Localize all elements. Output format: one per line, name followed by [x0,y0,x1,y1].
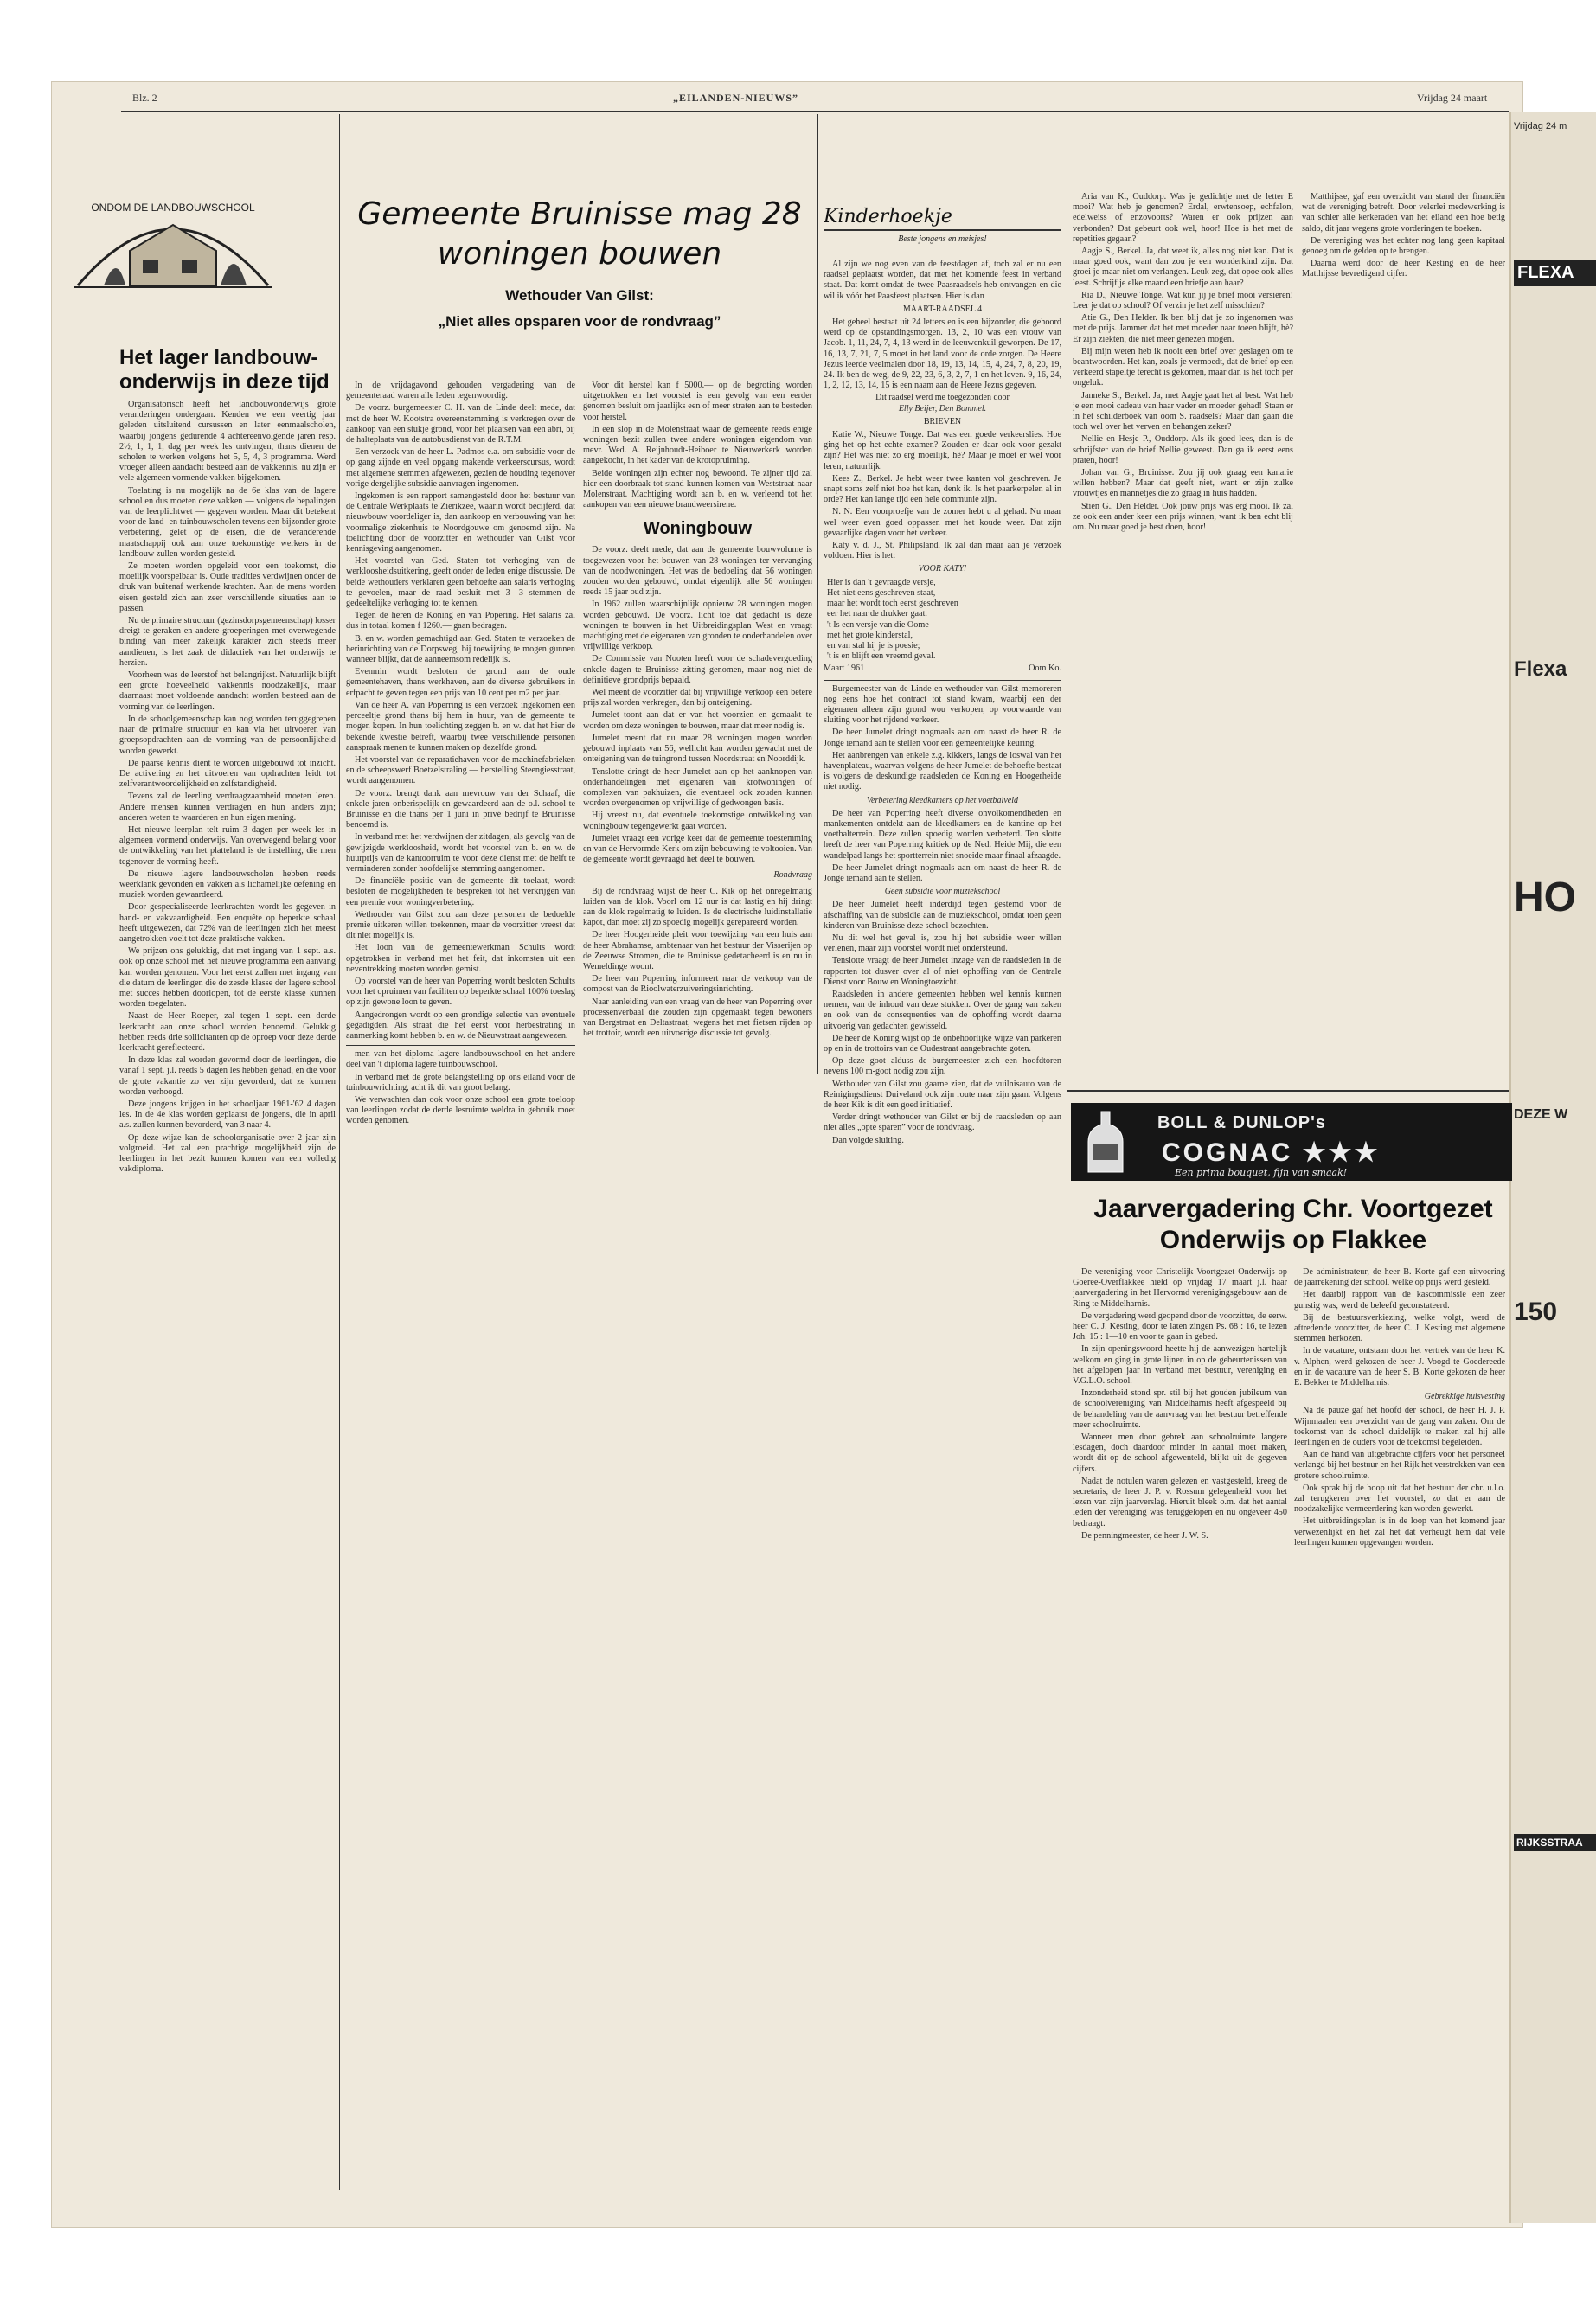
col1-headline-box [119,346,336,394]
paragraph: Nu dit wel het geval is, zou hij het subsidie weer willen verlenen, maar zijn voorstel wordt niet ondersteund. [824,933,1061,954]
paragraph: Het voorstel van de reparatiehaven voor de machinefabrieken en de scheepswerf Boetzelstraling — herstelling Steengiesstraat, wordt aangenomen. [346,754,575,786]
paragraph: De vergadering werd geopend door de voorzitter, de eerw. heer C. J. Kesting, door te laten zingen Ps. 68 : 16, te lezen Joh. 15 : 1—10 en voor te gaan in gebed. [1073,1311,1287,1343]
paragraph: Katie W., Nieuwe Tonge. Dat was een goede verkeerslies. Hoe ging het op het echte examen? Zouden er daar ook voor gezakt zijn? Het was niet zo erg moeilijk, hè? Maar je moet er wel voor leren, natuurlijk. [824,430,1061,471]
paragraph: Nu de primaire structuur (gezinsdorpsgemeenschap) losser dreigt te geraken en andere groeperingen met overwegende binding van meer zakelijk karakter zich steeds meer aandienen, is het zaak de didactiek van het onderwijs te herzien. [119,616,336,668]
raadsel-heading: MAART-RAADSEL 4 [902,304,983,314]
paragraph: Johan van G., Bruinisse. Zou jij ook graag een kanarie willen hebben? Maar dat geeft niet, want er zijn zulke vrouwtjes en mannetjes die zo graag in huis hadden. [1073,468,1293,499]
divider [346,1045,575,1046]
paragraph: Op deze wijze kan de schoolorganisatie over 2 jaar zijn volgroeid. Het zal een prachtige mogelijkheid zijn de leerlingen in het bezit kunnen komen van een volledig vakdiploma. [119,1132,336,1175]
logo-lettering: ONDOM DE LANDBOUWSCHOOL [91,202,255,214]
paragraph: De heer Jumelet dringt nogmaals aan om naast de heer R. de Jonge iemand aan te stellen. [824,862,1061,883]
paragraph: N. N. Een voorproefje van de zomer hebt u al gehad. Nu maar wel weer even goed oppassen met het koude weer. Dat zijn gevaarlijke dagen voor het verkeer. [824,507,1061,538]
paragraph: In zijn openingswoord heette hij de aanwezigen hartelijk welkom en ging in grote lijnen in op de gebeurtenissen van het afgelopen jaar in verband met bestuur, vereniging en V.G.L.O. school. [1073,1344,1287,1387]
paragraph: Tegen de heren de Koning en van Popering. Het salaris zal dus in totaal komen f 1260.— gaan bedragen. [346,611,575,631]
paragraph: De heer Jumelet dringt nogmaals aan om naast de heer R. de Jonge iemand aan te stellen voor een gemeentelijke keuring. [824,727,1061,748]
paragraph: Het nieuwe leerplan telt ruim 3 dagen per week les in algemeen vormend onderwijs. Van overwegend belang voor de ontwikkeling van het platteland is de instelling, die men tegenover de vorming heeft. [119,824,336,867]
woningbouw-heading: Woningbouw [643,519,753,539]
poem-title: VOOR KATY! [918,564,967,574]
paragraph: Bij de bestuursverkiezing, welke volgt, werd de aftredende voorzitter, de heer C. J. Kesting met algemene stemmen herkozen. [1294,1312,1505,1344]
strip-rijksstraat: RIJKSSTRAA [1514,1834,1596,1851]
col1-headline: Het lager landbouw-onderwijs in deze tijd [119,346,330,394]
strip-date: Vrijdag 24 m [1514,121,1567,131]
bruinisse-col-a [346,381,575,2189]
paragraph: Daarna werd door de heer Kesting en de heer Matthijsse bevredigend cijfer. [1302,259,1505,279]
paragraph: Van de heer A. van Poperring is een verzoek ingekomen een perceeltje grond thans bij hem in huur, van de gemeente te mogen kopen. In hun toelichting zeggen b. en w. dat het hier de bekende kwestie betreft, waarbij twee verschillende personen aanspraak menen te kunnen maken op dezelfde grond. [346,700,575,753]
paragraph: De Commissie van Nooten heeft voor de schadevergoeding enkele dagen te Bruinisse zitting genomen, maar nog niet de definitieve grondprijs bepaald. [583,654,812,685]
paragraph: Het daarbij rapport van de kascommissie een zeer gunstig was, werd de beleefd geconstateerd. [1294,1290,1505,1311]
paragraph: Het aanbrengen van enkele z.g. kikkers, langs de loswal van het havenplateau, waarvan volgens de heer Jumelet de behoefte bestaat is volgens de deskundige raadsleden de Koning en Hoogerheide niet nodig. [824,750,1061,792]
solution-by: Elly Beijer, Den Bommel. [898,403,987,413]
paragraph: De voorz. deelt mede, dat aan de gemeente bouwvolume is toegewezen voor het bouwen van 28 woningen ter vervanging van de noodwoningen. Het was de bedoeling dat 56 woningen zouden worden gebouwd, omdat eigenlijk alle 56 woningen reeds 15 jaar oud zijn. [583,545,812,598]
paragraph: Wel meent de voorzitter dat bij vrijwillige verkoop een betere prijs zal worden verkregen, dan bij onteigening. [583,688,812,708]
poem-line: Hier is dan 't gevraagde versje, [827,577,936,587]
paragraph: De penningmeester, de heer J. W. S. [1081,1530,1208,1541]
column-rule [817,114,818,1074]
paragraph: In een slop in de Molenstraat waar de gemeente reeds enige woningen bezit zullen twee andere woningen eigendom van mevr. Wed. A. Reijnhoudt-Heiboer te Nieuwerkerk worden aangekocht, in het kader van de krotopruiming. [583,424,812,466]
paragraph: Na de pauze gaf het hoofd der school, de heer H. J. P. Wijnmaalen een overzicht van de gang van zaken. Om de toekomst van de school duidelijk te maken zal hij alle leerlingen en de ouders voor de toekomst begeleiden. [1294,1406,1505,1448]
kinder-greeting: Beste jongens en meisjes! [898,234,987,244]
paragraph: De heer Hoogerheide pleit voor toewijzing van een huis aan de heer Abrahamse, ambtenaar van het bestuur der Visserijen op de Zeeuwse Stromen, die te Bruinisse gedetacheerd is en nu in Wemeldinge woont. [583,930,812,971]
paragraph: Al zijn we nog even van de feestdagen af, toch zal er nu een raadsel geplaatst worden, dat met het komende feest in verband staat. Dat komt omdat de twee Paasraadsels heb ontvangen en die wil ik vóór het Paasfeest plaatsen. Hier is dan [824,260,1061,301]
page-number: Blz. 2 [132,92,157,104]
paragraph: Naast de Heer Roeper, zal tegen 1 sept. een derde leerkracht aan onze school worden benoemd. Gelukkig hebben reeds drie sollicitanten op de oproep voor deze derde leerkracht gereflecteerd. [119,1011,336,1053]
paragraph: De financiële positie van de gemeente dit toelaat, wordt besloten de mogelijkheden te bespreken tot het verkrijgen van een premie voor woningverbetering. [346,876,575,907]
paragraph: In de vrijdagavond gehouden vergadering van de gemeenteraad waren alle leden tegenwoordig. [346,381,575,401]
paragraph: In 1962 zullen waarschijnlijk opnieuw 28 woningen mogen worden gebouwd. De voorz. licht toe dat gedacht is deze woningen te bouwen in het Uitbreidingsplan West en vraagt machtiging met de eigenaren van gronden te onderhandelen over vrijwillige verkoop. [583,599,812,652]
paragraph: Ook sprak hij de hoop uit dat het bestuur der chr. u.l.o. zal terugkeren over het voorstel, zo dat er aan de noodzakelijke vermeerdering kan worden gewerkt. [1294,1483,1505,1515]
cognac-ad [1071,1103,1512,1181]
paragraph: Aria van K., Ouddorp. Was je gedichtje met de letter E mooi? Wat heb je genomen? Erdal, erwtensoep, echfalon, edelweiss of enzovoorts? Waren er ook prijzen aan verbonden? Dat gebeurt ook wel, hoor! Hoe is het met de repetities gegaan? [1073,192,1293,244]
ad-product: COGNAC ★★★ [1162,1138,1381,1167]
paragraph: B. en w. worden gemachtigd aan Ged. Staten te verzoeken de herinrichting van de Dorpsweg, bij toewijzing te mogen gunnen wanneer blijkt, dat de aanneemsom redelijk is. [346,633,575,665]
paragraph: Verder dringt wethouder van Gilst er bij de raadsleden op aan niet alles „opte sparen” voor de rondvraag. [824,1112,1061,1133]
paragraph: De vereniging was het echter nog lang geen kapitaal genoeg om de gelden op te brengen. [1302,235,1505,257]
paragraph: Stien G., Den Helder. Ook jouw prijs was erg mooi. Ik zal ze ook een ander keer een prijs winnen, want ik ben echt blij om. Nu maar goed je best doen, hoor! [1073,501,1293,533]
issue-date: Vrijdag 24 maart [1417,92,1488,104]
paragraph: Inzonderheid stond spr. stil bij het gouden jubileum van de schoolvereniging van Middelharnis heeft afgespeeld bij de behandeling van de aanvraag van het bestuur betreffende meer schoolruimte. [1073,1388,1287,1430]
poem-line: 't is en blijft een vreemd geval. [827,651,936,662]
solution-note: Dit raadsel werd me toegezonden door [875,393,1010,403]
paragraph: Bij mijn weten heb ik nooit een brief over geslagen om te beantwoorden. Het kan, zoals je vermoedt, dat de brief op een verkeerd stapeltje terecht is gekomen, maar dan is het toch per ongeluk. [1073,346,1293,388]
paragraph: In verband met de grote belangstelling op ons eiland voor de tuinbouwrichting, acht ik dit van groot belang. [346,1072,575,1093]
paragraph: De administrateur, de heer B. Korte gaf een uitvoering de jaarrekening der school, welke op prijs werd gesteld. [1294,1267,1505,1288]
paragraph: De voorz. burgemeester C. H. van de Linde deelt mede, dat met de heer W. Kootstra overeenstemming is verkregen over de aankoop van een stukje grond, voor het plaatsen van een abri, bij de halteplaats van de autobusdienst van de R.T.M. [346,403,575,445]
paragraph: De heer de Koning wijst op de onbehoorlijke wijze van parkeren op en in de trottoirs van de Oudestraat aangebrachte goten. [824,1033,1061,1054]
jaarvergadering-col-a [1073,1267,1287,2189]
brieven-heading: BRIEVEN [923,416,962,426]
paragraph: Wethouder van Gilst zou aan deze personen de bedoelde premie uitkeren willen toekennen, maar de voorzitter vreest dat dit niet mogelijk is. [346,909,575,941]
kinderhoekje-body [824,260,1061,2189]
paragraph: Ze moeten worden opgeleid voor een toekomst, die moeilijk voorspelbaar is. Oude tradities verdwijnen onder de druk van buitenaf werkende krachten. Aan de mens worden eisen gesteld zich aan zeer verschillende situaties aan te passen. [119,561,336,613]
paragraph: De heer van Poperring heeft diverse onvolkomendheden en mankementen ontdekt aan de kleedkamers en de kantine op het voetbalterrein. Deze zullen spoedig worden verbeterd. Ten slotte heeft de heer van Poperring kritiek op de Ned. Heide Mij, die een wandelpad langs het sportterrein niet snoeide maar finaal afzaagde. [824,808,1061,861]
kinderhoekje-title: Kinderhoekje [824,206,952,228]
paragraph: We verwachten dan ook voor onze school een grote toeloop van leerlingen zodat de derde lesruimte weldra in gebruik moet worden genomen. [346,1095,575,1126]
paragraph: Organisatorisch heeft het landbouwonderwijs grote veranderingen ondergaan. Kenden we een veertig jaar geleden uitsluitend cursussen en later eenmaalscholen, waarbij jongens gedurende 4 achtereenvolgende jaren resp. 2½, 1, 1, 1, dag per week les ontvingen, thans dienen de scholen te werken volgens het 5, 5, 4, 3 programma. Werd vroeger alleen aandacht besteed aan de vakkennis, nu zijn er vele algemeen vormende vakken bijgekomen. [119,400,336,484]
paragraph: De heer van Poperring informeert naar de verkoop van de compost van de Rioolwaterzuiveringsinrichting. [583,974,812,995]
section-rule [1067,1090,1509,1092]
paragraph: Het voorstel van Ged. Staten tot verhoging van de werkloosheidsuitkering, geeft onder de leden enige discussie. De beide wethouders verklaren geen behoefte aan salaris verhoging te gevoelen, maar de raad besluit met 3—3 stemmen de gedeeltelijke verhoging tot te kennen. [346,556,575,609]
col4-letters [1073,192,1293,1087]
ad-slogan: Een prima bouquet, fijn van smaak! [1175,1167,1348,1178]
bruinisse-col-b [583,381,812,2189]
paragraph: Jumelet meent dat nu maar 28 woningen mogen worden gebouwd inplaats van 56, wellicht kan worden gewacht met de onteigening van de tuingrond tussen Noordstraat en Noorddijk. [583,733,812,765]
paragraph: Aangedrongen wordt op een grondige selectie van eventuele gegadigden. Als straat die het eerst voor herbestrating in aanmerking komt hebben b. en w. de Nieuwstraat aangewezen. [346,1009,575,1041]
rondvraag-heading: Rondvraag [773,870,812,881]
paragraph: Tevens zal de leerling verdraagzaamheid moeten leren. Andere mensen kunnen verdragen en hun anders zijn; anderen weten te waarderen en hun eigen mening. [119,792,336,823]
paragraph: Wanneer men door gebrek aan schoolruimte langere lesdagen, doch daardoor minder in aantal moet maken, wordt dit op de school afgewenteld, blijkt uit de gegeven cijfers. [1073,1433,1287,1474]
paragraph: De nieuwe lagere landbouwscholen hebben reeds weerklank gevonden en vakken als lichamelijke oefening en muziek worden gewaardeerd. [119,868,336,901]
paragraph: Burgemeester van de Linde en wethouder van Gilst memoreren nog eens hoe het contract tot stand kwam, waarbij een der eigenaren alleen zijn grond wou verkopen, op voorwaarde van sluiting voor het rijdend verkeer. [824,683,1061,726]
poem-line: 't Is een versje van die Oome [827,619,929,630]
masthead-rule [121,111,1509,112]
bruinisse-headline: Gemeente Bruinisse mag 28 woningen bouwen [357,196,802,272]
bruinisse-headline-box [346,195,813,331]
kinderhoekje-header [824,206,1061,244]
poem-signature [824,663,1061,674]
paragraph: De heer Jumelet heeft inderdijd tegen gestemd voor de afschaffing van de subsidie aan de muziekschool, omdat toen geen kinderen van Bruinisse deze school bezochten. [824,900,1061,931]
paragraph: Het loon van de gemeentewerkman Schults wordt opgetrokken in verband met het feit, dat inkomsten uit een neventrekking moeten worden gemist. [346,943,575,974]
paragraph: Tenslotte vraagt de heer Jumelet inzage van de raadsleden in de rapporten tot dusver over al of niet ophoffing van de Centrale Dienst voor Bouw en Woningtoezicht. [824,956,1061,987]
paragraph: Het geheel bestaat uit 24 letters en is een bijzonder, die gehoord werd op de opstandingsmorgen. 13, 2, 10 was een vrouw van Jacob. 1, 11, 24, 7, 4, 13 werd in de leeuwenkuil geworpen. De 17, 16, 13, 7, 21, 7, 5 moet in het land voor de orde zorgen. De Heere Jezus leerde veelmalen door 18, 19, 13, 14, 15, 4, 24, 7, 8, 20, 19, 24. Ik ben de weg, de 9, 22, 23, 6, 3, 2, 7, 1 en het leven. 9, 16, 24, 1, 2, 12, 13, 14, 15 is een naam aan de Heere Jezus gegeven. [824,317,1061,391]
paragraph: Bij de rondvraag wijst de heer C. Kik op het onregelmatig luiden van de klok. Voorl om 12 uur is dat lastig en hij dringt aan de klok regelmatig te luiden. Is de electrische luidinstallatie kapot, dan moet zij zo spoedig mogelijk gerepareerd worden. [583,886,812,928]
divider [824,680,1061,681]
paragraph: Een verzoek van de heer L. Padmos e.a. om subsidie voor de op gang zijnde en veel opgang makende verkeerscursus, wordt met algemene stemmen afgewezen, gezien de houding tegenover vorige dergelijke subsidie aanvragen ingenomen. [346,447,575,489]
bruinisse-subhead-1: Wethouder Van Gilst: [505,287,654,304]
bruinisse-subhead-2: „Niet alles opsparen voor de rondvraag” [438,313,721,330]
paragraph: Aan de hand van uitgebrachte cijfers voor het personeel verlangd bij het bestuur en het Rijk het verstrekken van een grotere schoolruimte. [1294,1450,1505,1481]
column-rule [339,114,340,2190]
paragraph: Aagje S., Berkel. Ja, dat weet ik, alles nog niet kan. Dat is maar goed ook, want dan zou je een wonderkind zijn. Dat groei je maar niet om verlangen. Leuk zeg, dat opoe ook alles leest. Schrijf je elke maand een briefje aan haar? [1073,247,1293,288]
paragraph: Nadat de notulen waren gelezen en vastgesteld, kreeg de secretaris, de heer J. P. v. Rossum gelegenheid voor het lezen van zijn jaarverslag. Hieruit bleek o.m. dat het aantal leden der vereniging was teruggelopen en nu ongeveer 450 bedraagt. [1073,1476,1287,1529]
paragraph: Voor dit herstel kan f 5000.— op de begroting worden uitgetrokken en het voorstel is een gevolg van een eerder genomen besluit om jaarlijks een of meer straten aan te besteden voor herstel. [583,381,812,422]
paragraph: Ingekomen is een rapport samengesteld door het bestuur van de Centrale Werkplaats te Zierikzee, waarin wordt becijferd, dat nieuwbouw voordeliger is, dan aankoop en verbouwing van het voormalige ziekenhuis te Noordgouwe om genoemd zijn. Na toelichting door de voorzitter en wethouder van Gilst voor kennisgeving aangenomen. [346,491,575,554]
poem-line: en van stal hij je is poesie; [827,640,920,651]
poem [824,578,1061,663]
col1-article [119,400,336,2195]
paragraph: Hij vreest nu, dat eventuele toekomstige ontwikkeling van woningbouw tegengewerkt gaat worden. [583,811,812,831]
poem-author: Oom Ko. [1029,663,1061,674]
verbetering-heading: Verbetering kleedkamers op het voetbalveld [867,795,1018,805]
paragraph: In deze klas zal worden gevormd door de leerlingen, die vanaf 1 sept. j.l. reeds 5 dagen les hebben gehad, en die voor de grote vakantie zo ver zijn gevorderd, dat ze kunnen worden verhoogd. [119,1055,336,1097]
paragraph: De paarse kennis dient te worden uitgebouwd tot inzicht. De activering en het uitvoeren van opdrachten leidt tot zelfverantwoordelijkheid en zelfstandigheid. [119,758,336,790]
paragraph: Nellie en Hesje P., Ouddorp. Als ik goed lees, dan is de schrijfster van de brief Nellie geweest. Dan ga ik eerst eens praten, hoor! [1073,434,1293,465]
paragraph: Katy v. d. J., St. Philipsland. Ik zal dan maar aan je verzoek voldoen. Hier is het: [824,541,1061,561]
gebrekkige-heading: Gebrekkige huisvesting [1424,1392,1505,1402]
subsidie-heading: Geen subsidie voor muziekschool [884,887,1001,897]
paragraph: Jumelet vraagt een vorige keer dat de gemeente toestemming en van de Hervormde Kerk om zijn bebouwing te voltooien. Van de gemeente wordt gevraagd het deel te bouwen. [583,833,812,865]
strip-ho: HO [1514,875,1576,920]
col4b-letters [1302,192,1505,1087]
paragraph: In de vacature, ontstaan door het vertrek van de heer K. v. Alphen, werd gekozen de heer J. Voogd te Goedereede en in de vacature van de heer S. B. Korte gekozen de heer E. Bekker te Middelharnis. [1294,1346,1505,1388]
paragraph: Dan volgde sluiting. [832,1135,904,1145]
paragraph: Beide woningen zijn echter nog bewoond. Te zijner tijd zal hier een doorbraak tot stand kunnen komen van Weststraat naar Molenstraat. Machtiging wordt aan b. en w. verleend tot het aankopen van een nieuwe brandweersirene. [583,468,812,510]
paragraph: Deze jongens krijgen in het schooljaar 1961-'62 4 dagen les. In de 4e klas worden geplaatst de jongens, die in april a.s. zullen kunnen bevorderd, van 3 naar 4. [119,1099,336,1131]
strip-deze-w: DEZE W [1514,1107,1568,1122]
paragraph: Het uitbreidingsplan is in de loop van het komend jaar verwezenlijkt en het zal het dat verheugt hem dat vele leerlingen kunnen opgevangen worden. [1294,1516,1505,1548]
jaarvergadering-headline: Jaarvergadering Chr. Voortgezet Onderwijs op Flakkee [1093,1195,1493,1254]
strip-flexa-2: Flexa [1514,657,1567,681]
paragraph: Wethouder van Gilst zou gaarne zien, dat de vuilnisauto van de Reinigingsdienst Duiveland ook zijn route naar zijn gaan. Volgens de heer Kik is dit een goed initiatief. [824,1079,1061,1111]
poem-line: met het grote kinderstal, [827,630,913,640]
paragraph: Atie G., Den Helder. Ik ben blij dat je zo ingenomen was met de prijs. Jammer dat het met moeder naar toeen blijft, hè? Er zijn ziekten, die niet meer genezen mogen. [1073,313,1293,344]
ad-brand: BOLL & DUNLOP's [1157,1113,1326,1132]
jaarvergadering-col-b [1294,1267,1505,2189]
paragraph: Op voorstel van de heer van Poperring wordt besloten Schults voor het opruimen van faciliten op beperkte schaal 100% toeslag op zijn gewone loon te geven. [346,976,575,1008]
paragraph: De voorz. brengt dank aan mevrouw van der Schaaf, die enkele jaren onberispelijk en gewaardeerd aan de o.l. school te Bruinisse en die thans per 1 juni in privé bedrijf te Bruinisse benoemd is. [346,788,575,830]
landbouwschool-logo [69,190,277,303]
kinder-rule [824,229,1061,231]
poem-line: eer het naar de drukker gaat. [827,609,927,619]
paragraph: Tenslotte dringt de heer Jumelet aan op het aanknopen van onderhandelingen met eigenaren van krotwoningen of complexen van pakhuizen, die eventueel ook zouden kunnen worden overgenomen op vrijwillige of gedwongen basis. [583,766,812,809]
paragraph: Raadsleden in andere gemeenten hebben wel kennis kunnen nemen, van de inhoud van deze stukken. Over de gang van zaken en ook van de consequenties van de ophoffing wordt daarna uitvoerig van gedachten gewisseld. [824,990,1061,1031]
paragraph: Naar aanleiding van een vraag van de heer van Poperring over processenverbaal die zouden zijn opgemaakt tegen bewoners van Bergstraat en Deltastraat, wegens het met fietsen rijden op het trottoir, wordt een uitvoerige discussie tot gevolg. [583,997,812,1039]
paragraph: In de schoolgemeenschap kan nog worden teruggegrepen naar de primaire structuur en kan via het uitvoeren van groepsopdrachten aan de vorming van de persoonlijkheid worden gewerkt. [119,714,336,756]
masthead [67,92,1529,111]
poem-line: maar het wordt toch eerst geschreven [827,599,958,609]
paper-name: „EILANDEN-NIEUWS” [673,92,799,104]
paragraph: Op deze goot alduss de burgemeester zich een hoofdtoren nevens 100 m-goot nodig zou zijn. [824,1056,1061,1077]
paragraph: Voorheen was de leerstof het belangrijkst. Natuurlijk blijft een grote hoeveelheid vakkennis noodzakelijk, maar daarnaast moet voldoende aandacht worden besteed aan de vorming van de leerlingen. [119,670,336,712]
poem-line: Het niet eens geschreven staat, [827,587,936,598]
paragraph: De vereniging voor Christelijk Voortgezet Onderwijs op Goeree-Overflakkee hield op vrijdag 17 maart j.l. haar jaarvergadering in het Hervormd verenigingsgebouw aan de Ring te Middelharnis. [1073,1267,1287,1309]
strip-150: 150 [1514,1298,1558,1326]
paragraph: We prijzen ons gelukkig, dat met ingang van 1 sept. a.s. ook op onze school met het nieuwe programma een aanvang kan worden genomen. Voor het eerst zullen met ingang van die datum de leerlingen die de zesde klasse der lagere school met succes hebben doorlopen, tot de eerste klasse kunnen worden toegelaten. [119,946,336,1009]
paragraph: Toelating is nu mogelijk na de 6e klas van de lagere school en dus moeten deze vakken — volgens de bepalingen van de leerplichtwet — gegeven worden. Maar dit betekent voor de land- en tuinbouwscholen tevens een bijzonder grote verbetering, gelet op de eisen, die de veranderende maatschappij ook aan onze toekomstige werkers in de landbouw zullen worden gesteld. [119,485,336,559]
paragraph: In verband met het verdwijnen der zitdagen, als gevolg van de gewijzigde werkloosheid, wordt het voorstel van b. en w. de huurprijs van de kantoorruim te voor deze dienst met de helft te verminderen zonder hoofdelijke stemming aangenomen. [346,832,575,874]
paragraph: Kees Z., Berkel. Je hebt weer twee kanten vol geschreven. Je snapt soms zelf niet hoe het kan, denk ik. Is het paarkerpelen al in orde? Het kan lange tijd een hele communie zijn. [824,473,1061,505]
paragraph: Evenmin wordt besloten de grond aan de oude gemeentehaven, thans werkhaven, aan de diverse gebruikers in erfpacht te geven tegen een prijs van 10 cent per m2 per jaar. [346,667,575,698]
strip-flexa-ad: FLEXA [1514,260,1596,286]
paragraph: Door gespecialiseerde leerkrachten wordt les gegeven in hand- en vakvaardigheid. Een enquête op beperkte schaal heeft uitgewezen, dat 72% van de leerlingen zich het meest aangetrokken voelt tot deze praktische vakken. [119,902,336,944]
paragraph: Ria D., Nieuwe Tonge. Wat kun jij je brief mooi versieren! Leer je dat op school? Of verzin je het zelf misschien? [1073,290,1293,311]
paragraph: Janneke S., Berkel. Ja, met Aagje gaat het al best. Wat heb je een mooi cadeau van haar vader en moeder gehad! Staan er in het schilderboek van oom S. raadsels? Maar dan gaan die toch wel over het verven en behangen zeker? [1073,390,1293,433]
poem-date: Maart 1961 [824,663,865,674]
paragraph: men van het diploma lagere landbouwschool en het andere deel van 't diploma lagere tuinbouwschool. [346,1049,575,1070]
paragraph: Matthijsse, gaf een overzicht van stand der financiën wat de vereniging betreft. Door velerlei medewerking is van schier alle kerkeraden van het eiland een hoe betig saldo, dit jaar wegens grote vorderingen te boeken. [1302,192,1505,234]
next-page-edge [1509,112,1596,2223]
paragraph: Jumelet toont aan dat er van het voorzien en gemaakt te worden om deze woningen te bouwen, maar dat meer nodig is. [583,710,812,731]
